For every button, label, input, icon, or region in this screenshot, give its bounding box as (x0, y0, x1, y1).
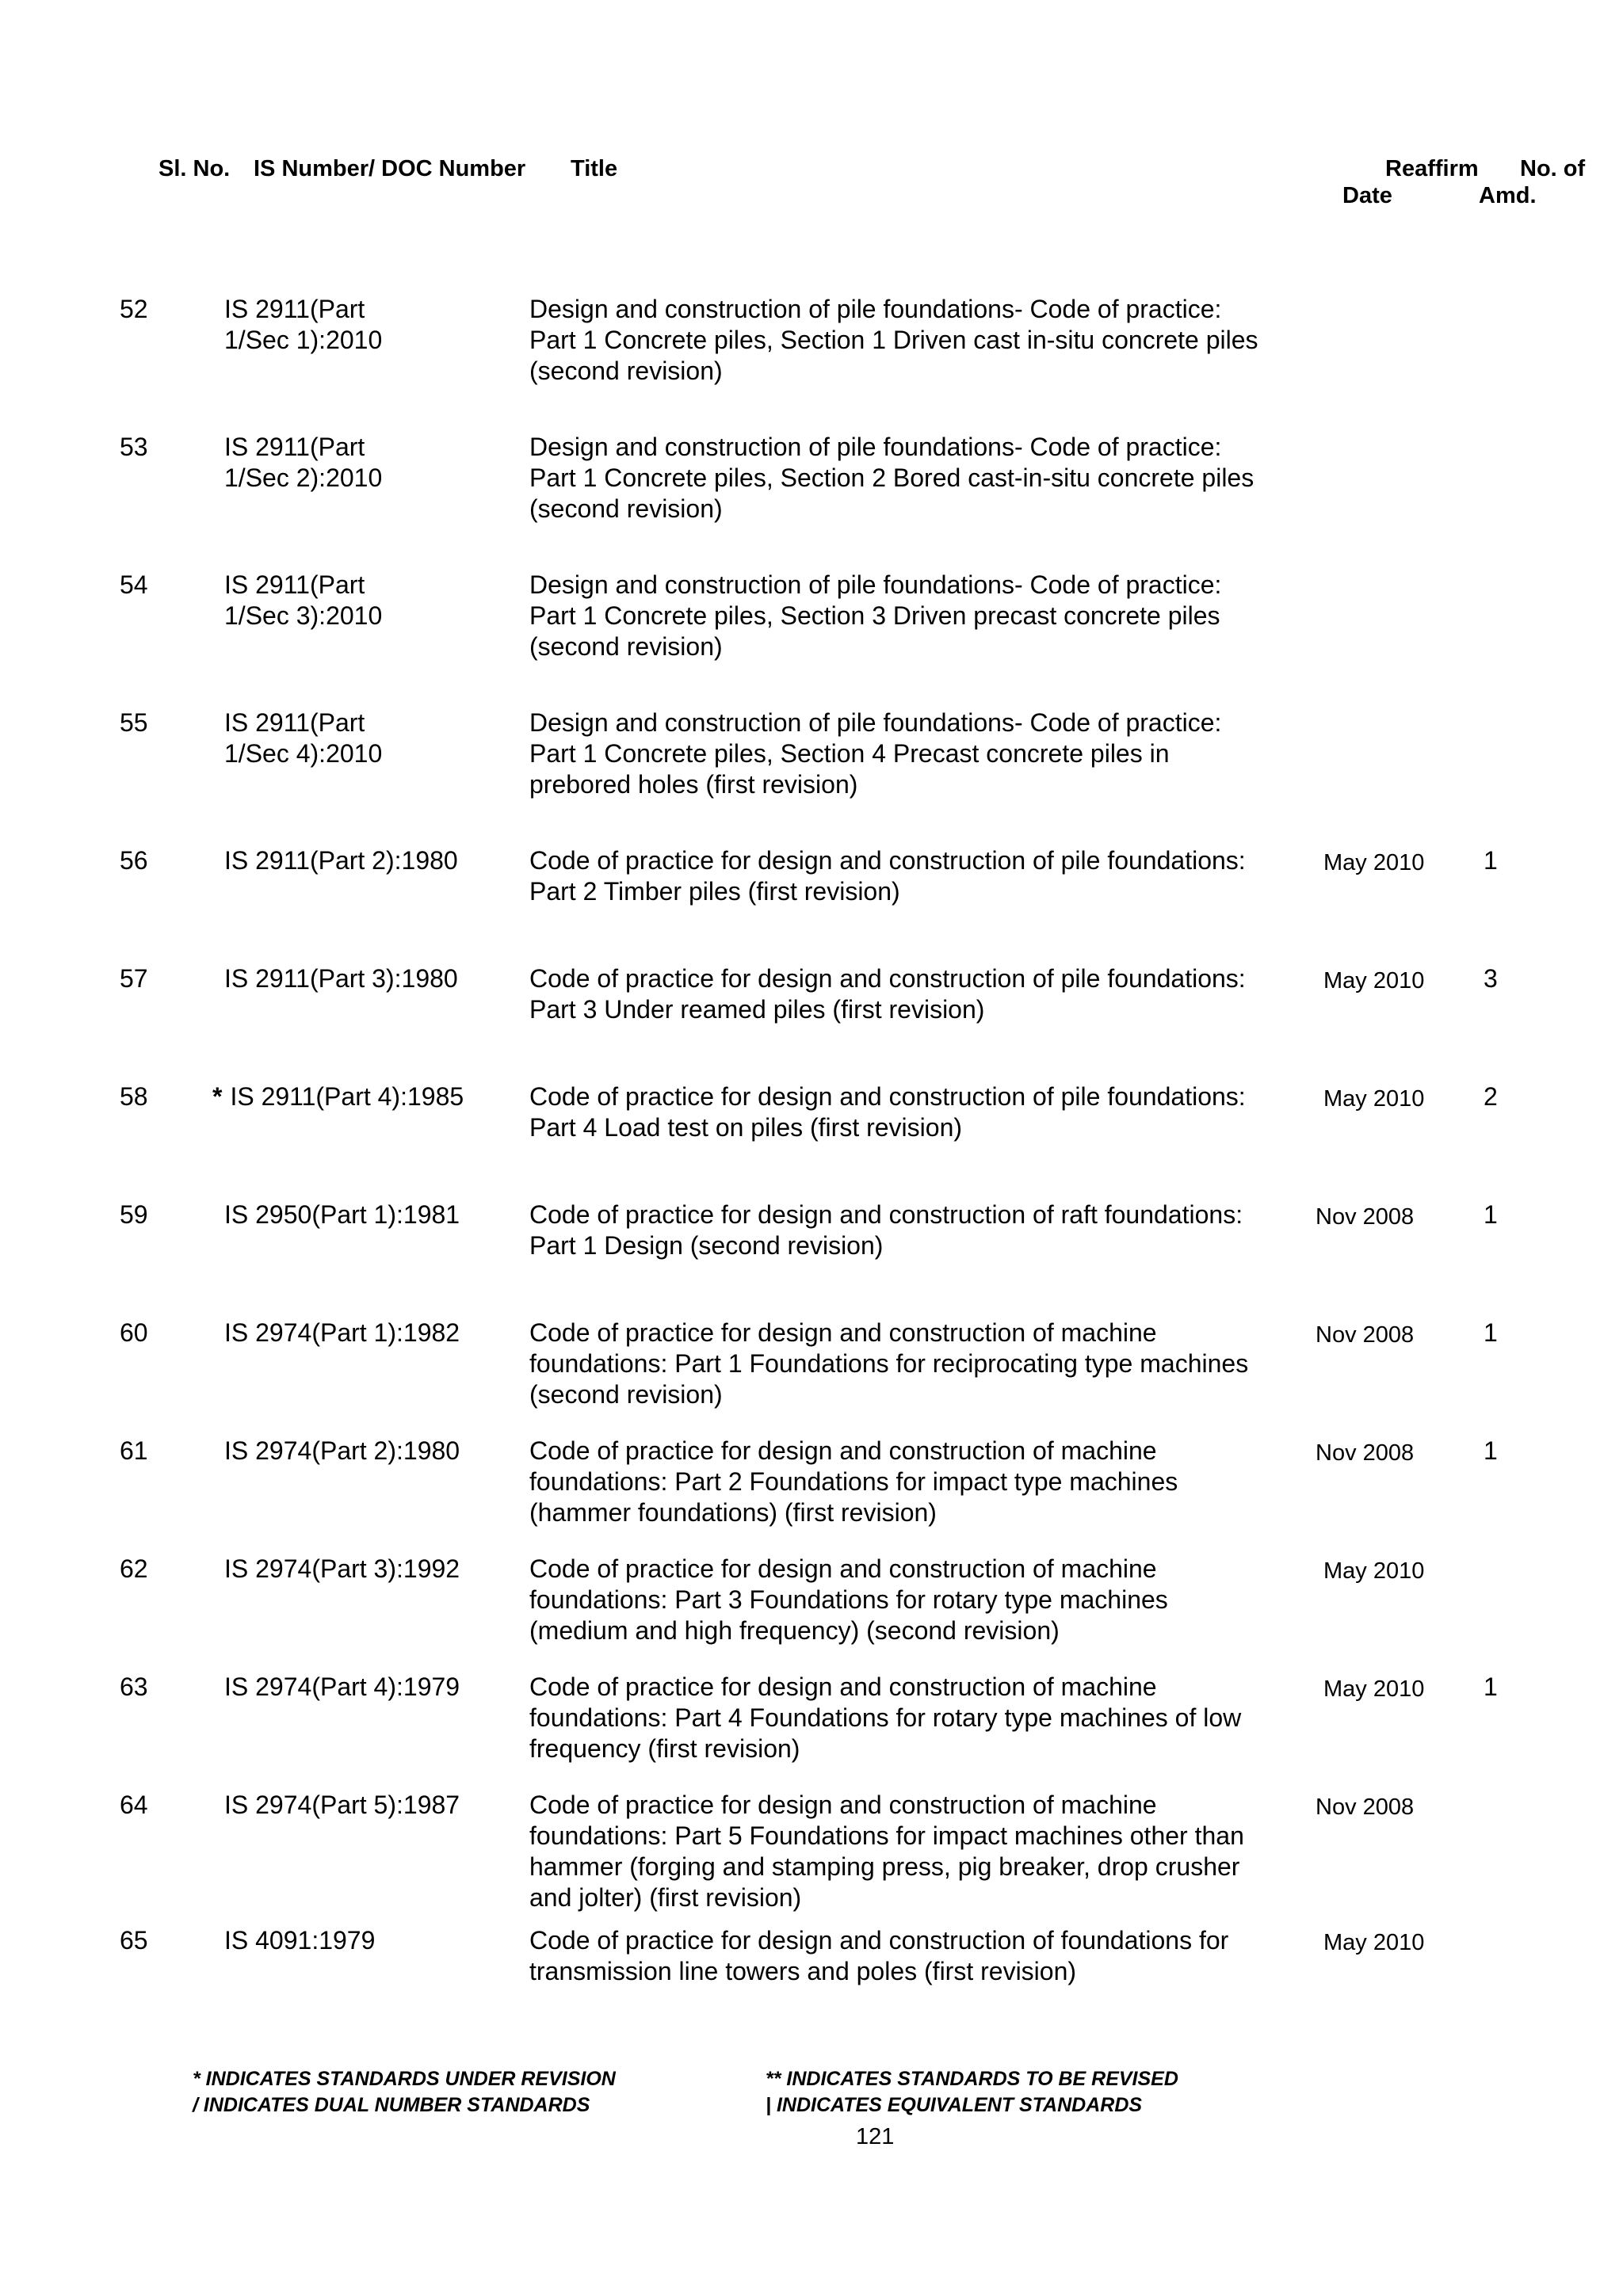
row-sl-no: 63 (120, 1672, 148, 1701)
row-reaffirm-date: Nov 2008 (1316, 1440, 1415, 1466)
row-title: Code of practice for design and construction of raft foundations: Part 1 Design (second revision) (529, 1200, 1243, 1260)
row-title: Code of practice for design and construction of machine foundations: Part 3 Foundations for rotary type machines (medium and high frequency) (second revision) (529, 1554, 1168, 1645)
under-revision-mark: * (212, 1082, 223, 1111)
row-is-number (212, 1081, 498, 1112)
row-is-number: IS 2911(Part 1/Sec 2):2010 (224, 433, 383, 492)
row-title: Code of practice for design and construction of machine foundations: Part 2 Foundations for impact type machines (hammer foundations) (first revision) (529, 1436, 1178, 1527)
row-title: Code of practice for design and construction of machine foundations: Part 4 Foundations for rotary type machines of low frequency (first revision) (529, 1672, 1242, 1763)
row-sl-no: 62 (120, 1554, 148, 1583)
row-reaffirm-date: May 2010 (1323, 850, 1425, 875)
row-sl-no: 59 (120, 1200, 148, 1229)
row-title: Design and construction of pile foundations- Code of practice: Part 1 Concrete piles, Section 4 Precast concrete piles in prebored holes (first revision) (529, 708, 1222, 799)
row-amendments: 1 (1484, 1200, 1498, 1229)
row-is-number-text: IS 2911(Part 4):1985 (230, 1082, 464, 1111)
row-title: Design and construction of pile foundations- Code of practice: Part 1 Concrete piles, Section 2 Bored cast-in-situ concrete piles (second revision) (529, 433, 1254, 523)
row-reaffirm-date: Nov 2008 (1316, 1204, 1415, 1230)
row-sl-no: 55 (120, 708, 148, 737)
legend-under-revision: * INDICATES STANDARDS UNDER REVISION (193, 2068, 616, 2090)
row-is-number: IS 2950(Part 1):1981 (224, 1200, 460, 1229)
row-title: Code of practice for design and construction of machine foundations: Part 1 Foundations for reciprocating type machines (second revision) (529, 1318, 1249, 1409)
row-sl-no: 52 (120, 295, 148, 323)
header-amd: Amd. (1479, 183, 1537, 208)
row-sl-no: 60 (120, 1318, 148, 1347)
row-reaffirm-date: May 2010 (1323, 1086, 1425, 1112)
header-is-number: IS Number/ DOC Number (254, 156, 526, 181)
row-amendments: 1 (1484, 1436, 1498, 1465)
row-is-number: IS 2911(Part 1/Sec 1):2010 (224, 295, 383, 354)
row-is-number: IS 2911(Part 2):1980 (224, 846, 458, 875)
row-is-number: IS 2911(Part 1/Sec 4):2010 (224, 708, 383, 768)
row-sl-no: 57 (120, 964, 148, 993)
row-title: Code of practice for design and construction of foundations for transmission line towers and poles (first revision) (529, 1926, 1229, 1985)
row-is-number: IS 2974(Part 5):1987 (224, 1791, 460, 1819)
row-is-number: IS 2974(Part 3):1992 (224, 1554, 460, 1583)
row-reaffirm-date: Nov 2008 (1316, 1794, 1415, 1820)
row-amendments: 1 (1484, 1672, 1498, 1701)
row-amendments: 1 (1484, 1318, 1498, 1347)
row-sl-no: 54 (120, 570, 148, 599)
page-number: 121 (856, 2124, 895, 2149)
row-reaffirm-date: May 2010 (1323, 1558, 1425, 1584)
row-reaffirm-date: May 2010 (1323, 968, 1425, 994)
row-is-number: IS 2911(Part 1/Sec 3):2010 (224, 570, 383, 630)
row-title: Code of practice for design and construction of pile foundations: Part 4 Load test on piles (first revision) (529, 1082, 1246, 1142)
row-amendments: 2 (1484, 1082, 1498, 1111)
row-sl-no: 56 (120, 846, 148, 875)
row-sl-no: 53 (120, 433, 148, 461)
header-no-of: No. of (1520, 156, 1586, 181)
header-reaffirm: Reaffirm (1385, 156, 1479, 181)
row-amendments: 1 (1484, 846, 1498, 875)
row-sl-no: 58 (120, 1082, 148, 1111)
row-title: Design and construction of pile foundations- Code of practice: Part 1 Concrete piles, Section 1 Driven cast in-situ concrete piles (second revision) (529, 295, 1258, 385)
row-reaffirm-date: Nov 2008 (1316, 1322, 1415, 1348)
row-amendments: 3 (1484, 964, 1498, 993)
row-reaffirm-date: May 2010 (1323, 1676, 1425, 1702)
row-sl-no: 64 (120, 1791, 148, 1819)
row-is-number: IS 2974(Part 4):1979 (224, 1672, 460, 1701)
row-title: Code of practice for design and construction of pile foundations: Part 3 Under reamed piles (first revision) (529, 964, 1246, 1024)
header-title: Title (571, 156, 618, 181)
row-reaffirm-date: May 2010 (1323, 1930, 1425, 1955)
row-title: Code of practice for design and construction of machine foundations: Part 5 Foundations for impact machines other than hammer (forging and stamping press, pig breaker, drop crusher and jolter) (first revision) (529, 1791, 1244, 1912)
header-sl-no: Sl. No. (158, 156, 231, 181)
legend-to-be-revised: ** INDICATES STANDARDS TO BE REVISED (766, 2068, 1178, 2090)
row-is-number: IS 2974(Part 2):1980 (224, 1436, 460, 1465)
row-sl-no: 65 (120, 1926, 148, 1955)
header-date: Date (1342, 183, 1392, 208)
legend-equivalent: | INDICATES EQUIVALENT STANDARDS (766, 2094, 1143, 2116)
row-is-number: IS 4091:1979 (224, 1926, 376, 1955)
row-title: Code of practice for design and construction of pile foundations: Part 2 Timber piles (first revision) (529, 846, 1246, 906)
row-sl-no: 61 (120, 1436, 148, 1465)
row-title: Design and construction of pile foundations- Code of practice: Part 1 Concrete piles, Section 3 Driven precast concrete piles (second revision) (529, 570, 1222, 661)
legend-dual-number: / INDICATES DUAL NUMBER STANDARDS (193, 2094, 590, 2116)
row-is-number: IS 2974(Part 1):1982 (224, 1318, 460, 1347)
row-is-number: IS 2911(Part 3):1980 (224, 964, 458, 993)
